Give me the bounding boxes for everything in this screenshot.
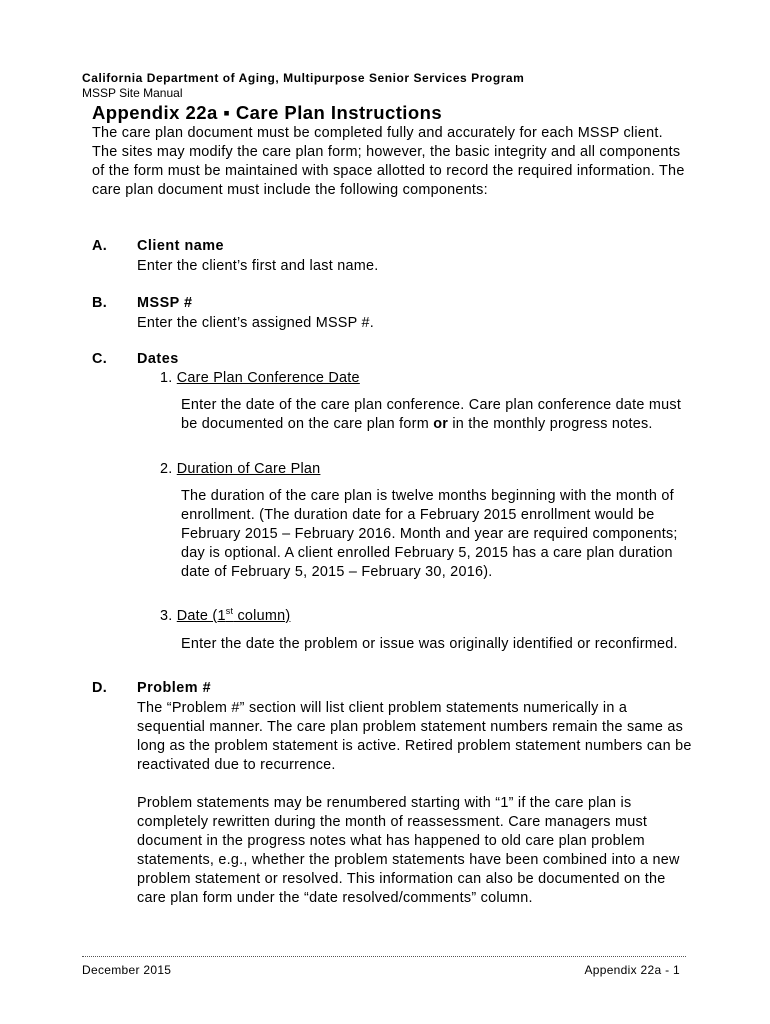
page-title: Appendix 22a ▪ Care Plan Instructions [92,102,443,123]
header-manual-name: MSSP Site Manual [82,86,183,100]
section-c-item-1-heading [160,370,360,386]
section-c-letter: C. [92,351,107,367]
item-title [177,608,291,624]
section-a-heading: Client name [137,238,225,254]
section-d-paragraph-1: The “Problem #” section will list client problem statements numerically in a sequential manner. The care plan problem statement numbers remain the same as long as the problem statement is active. Retired problem statement numbers can be reactivated due to recurrence. [137,700,692,773]
emphasis-text: or [433,416,449,432]
section-a-text: Enter the client’s first and last name. [137,258,379,274]
section-b-heading: MSSP # [137,295,193,311]
section-c-heading: Dates [137,351,179,367]
intro-paragraph: The care plan document must be completed fully and accurately for each MSSP client. The sites may modify the care plan form; however, the basic integrity and all components of the form must be maintained with space allotted to record the required information. The care plan document must include the following components: [92,125,685,198]
header-organization: California Department of Aging, Multipurpose Senior Services Program [82,71,525,85]
footer-page-number: Appendix 22a - 1 [584,963,680,977]
item-title: Care Plan Conference Date [176,370,360,386]
section-a-letter: A. [92,238,107,254]
section-b-text: Enter the client’s assigned MSSP #. [137,315,374,331]
title-part: column) [233,608,291,624]
item-number: 1. [160,370,173,386]
section-c-item-2-heading [160,461,320,477]
section-d-paragraph-2: Problem statements may be renumbered starting with “1” if the care plan is completely rewritten during the month of reassessment. Care managers must document in the progress notes what has happened to old care plan problem statements, e.g., whether the problem statements have been combined into a new problem statement or resolved. This information can also be documented on the care plan form under the “date resolved/comments” column. [137,795,680,906]
title-part: Date (1 [176,608,226,624]
section-c-item-1-text [181,396,701,434]
item-title: Duration of Care Plan [176,461,321,477]
section-c-item-3-text: Enter the date the problem or issue was originally identified or reconfirmed. [181,636,678,652]
item-number: 2. [160,461,173,477]
footer-date: December 2015 [82,963,172,977]
title-superscript: st [225,606,234,617]
text-part: in the monthly progress notes. [448,416,653,432]
section-c-item-2-text: The duration of the care plan is twelve months beginning with the month of enrollment. (The duration date for a February 2015 enrollment would be February 2015 – February 2016. Month and year are required components; day is optional. A client enrolled February 5, 2015 has a care plan duration date of February 5, 2015 – February 30, 2016). [181,488,678,580]
section-b-letter: B. [92,295,107,311]
footer-divider [82,956,686,957]
section-d-heading: Problem # [137,680,212,696]
section-d-letter: D. [92,680,107,696]
text-part: Enter the date of the care plan conference. Care plan conference date must be documented on the care plan form [181,397,682,432]
section-c-item-3-heading [160,608,290,624]
item-number: 3. [160,608,173,624]
